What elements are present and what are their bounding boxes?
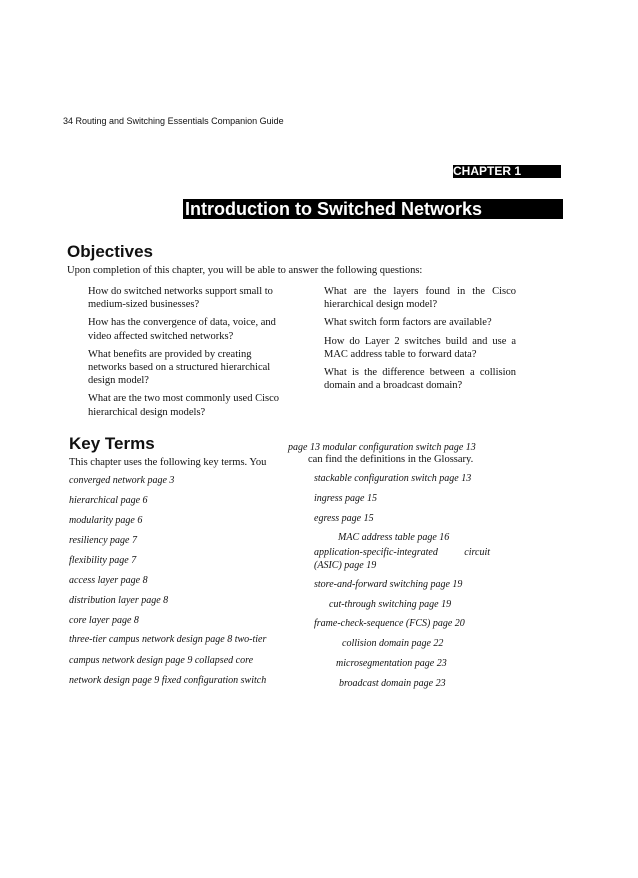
objective-question: What switch form factors are available? (324, 317, 492, 329)
key-term: broadcast domain page 23 (339, 678, 446, 689)
chapter-title: Introduction to Switched Networks (183, 199, 563, 219)
key-term: microsegmentation page 23 (336, 658, 447, 669)
objective-question: How do Layer 2 switches build and use a MAC address table to forward data? (324, 335, 516, 360)
objectives-heading: Objectives (67, 242, 153, 261)
key-term: network design page 9 fixed configuration switch (69, 675, 267, 686)
objective-question: How has the convergence of data, voice, and video affected switched networks? (88, 317, 276, 342)
key-term-asic-part: application-specific-integrated (314, 547, 438, 558)
key-term: collision domain page 22 (342, 638, 444, 649)
key-term: egress page 15 (314, 513, 374, 524)
key-term: frame-check-sequence (FCS) page 20 (314, 618, 465, 629)
key-term: three-tier campus network design page 8 two-tier (69, 634, 267, 645)
key-terms-right-intro-line2: can find the definitions in the Glossary. (308, 454, 474, 465)
key-term-asic (314, 546, 490, 572)
key-term: MAC address table page 16 (338, 532, 450, 543)
key-term: ingress page 15 (314, 493, 377, 504)
running-header: 34 Routing and Switching Essentials Companion Guide (63, 116, 284, 126)
key-term: hierarchical page 6 (69, 495, 148, 506)
key-term: flexibility page 7 (69, 555, 137, 566)
objectives-intro: Upon completion of this chapter, you will be able to answer the following questions: (67, 265, 423, 276)
chapter-label: CHAPTER 1 (453, 165, 561, 178)
key-term: store-and-forward switching page 19 (314, 579, 463, 590)
objective-question: What benefits are provided by creating networks based on a structured hierarchical design model? (88, 348, 271, 387)
key-term-asic-part: circuit (464, 547, 490, 558)
key-term: resiliency page 7 (69, 535, 137, 546)
key-term-asic-part: (ASIC) page 19 (314, 560, 377, 571)
key-term: distribution layer page 8 (69, 595, 169, 606)
key-term: access layer page 8 (69, 575, 148, 586)
objective-question: How do switched networks support small to medium-sized businesses? (88, 286, 273, 311)
key-term: modularity page 6 (69, 515, 143, 526)
objective-question: What are the two most commonly used Cisco hierarchical design models? (88, 393, 280, 418)
objectives-left-column (88, 285, 288, 424)
key-terms-right-intro-line1: page 13 modular configuration switch page 13 (288, 442, 476, 453)
key-term: campus network design page 9 collapsed core (69, 655, 254, 666)
objective-question: What is the difference between a collision domain and a broadcast domain? (324, 367, 516, 392)
key-terms-intro: This chapter uses the following key terms. You (69, 457, 267, 468)
objectives-right-column (324, 285, 516, 397)
key-term: stackable configuration switch page 13 (314, 473, 472, 484)
key-term: converged network page 3 (69, 475, 175, 486)
key-term: cut-through switching page 19 (329, 599, 452, 610)
key-term: core layer page 8 (69, 615, 139, 626)
objective-question: What are the layers found in the Cisco hierarchical design model? (324, 286, 516, 311)
key-terms-heading: Key Terms (69, 434, 155, 453)
